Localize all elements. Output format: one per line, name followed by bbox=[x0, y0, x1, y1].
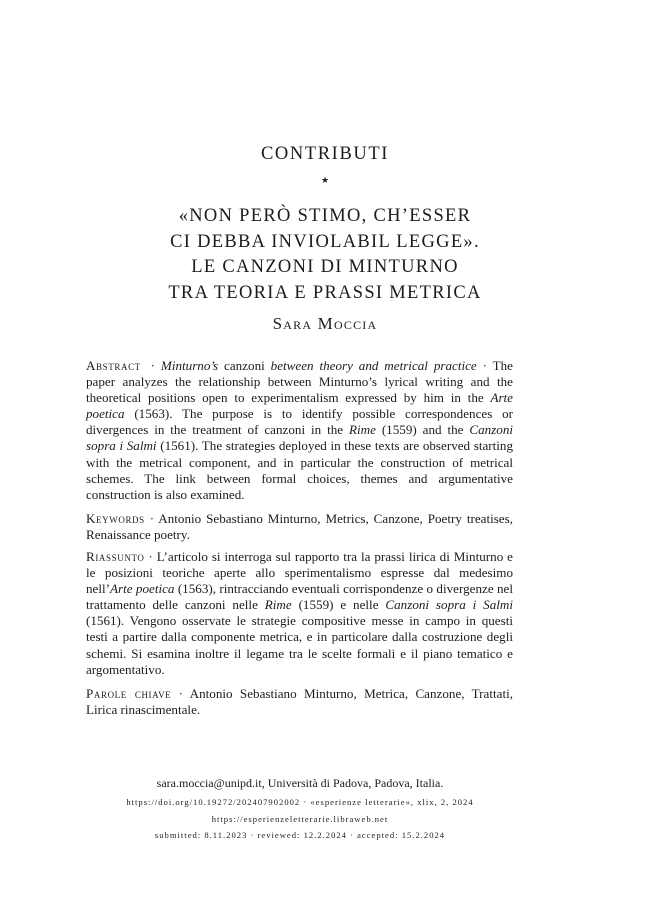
parole-chiave-separator: · bbox=[178, 686, 184, 701]
abstract-text: · The paper analyzes the relationship between Minturno’s lyrical writing and the theoretical positions open to experimentalism expressed by him in the bbox=[86, 358, 513, 406]
abstract-text: (1559) and the bbox=[375, 422, 470, 438]
title-line: «NON PERÒ STIMO, CH’ESSER bbox=[178, 206, 472, 226]
title-line: LE CANZONI DI MINTURNO bbox=[191, 257, 459, 277]
riassunto-paragraph bbox=[86, 549, 513, 678]
abstract-title-italic: between theory and metrical practice bbox=[270, 358, 477, 373]
riassunto-text: (1561). Vengono osservate le strategie compositive messe in campo in questi testi a partire dalla componente metrica, e in particolare dalla costruzione degli schemi. Si esamina inoltre il legame tra le scelte formali e il piano tematico e argomentativo. bbox=[86, 613, 513, 677]
doi-line: https://doi.org/10.19272/202407902002 · «esperienze letterarie», xlix, 2, 2024 bbox=[126, 797, 474, 807]
abstract-text: (1561). The strategies deployed in these texts are observed starting with the metrical component, and in particular the construction of metrical schemes. The link between formal choices, themes and argumentative construction is also examined. bbox=[86, 438, 514, 502]
abstract-title-roman: canzoni bbox=[218, 358, 271, 373]
section-heading: CONTRIBUTI bbox=[260, 144, 390, 164]
riassunto-work-title: Canzoni sopra i Salmi bbox=[385, 597, 513, 613]
abstract-work-title: Rime bbox=[349, 422, 376, 438]
abstract-paragraph bbox=[86, 358, 513, 503]
parole-chiave-text: Antonio Sebastiano Minturno, Metrica, Canzone, Trattati, Lirica rinascimentale. bbox=[86, 686, 513, 718]
abstract-title-italic: Minturno’s bbox=[160, 358, 219, 373]
riassunto-work-title: Rime bbox=[264, 597, 292, 613]
author-name: Sara Moccia bbox=[272, 314, 378, 333]
journal-website: https://esperienzeletterarie.libraweb.net bbox=[211, 814, 389, 824]
keywords-label: Keywords bbox=[86, 511, 145, 526]
keywords-separator: · bbox=[149, 511, 155, 526]
riassunto-text: (1563), rintracciando eventuali corrispondenze o divergenze nel trattamento delle canzoni nelle bbox=[86, 581, 513, 613]
riassunto-label: Riassunto bbox=[86, 549, 145, 564]
abstract-work-title: Arte poetica bbox=[86, 390, 513, 422]
author-contact: sara.moccia@unipd.it, Università di Padova, Padova, Italia. bbox=[156, 776, 444, 790]
parole-chiave-label: Parole chiave bbox=[86, 686, 172, 701]
riassunto-text: L’articolo si interroga sul rapporto tra la prassi lirica di Minturno e le posizioni teoriche aperte allo sperimentalismo espresse dal medesimo nell’ bbox=[86, 549, 513, 597]
abstract-work-title: Canzoni sopra i Salmi bbox=[86, 422, 514, 454]
riassunto-work-title: Arte poetica bbox=[110, 581, 175, 597]
star-ornament: ★ bbox=[320, 175, 330, 185]
article-title bbox=[0, 204, 650, 306]
title-line: CI DEBBA INVIOLABIL LEGGE». bbox=[170, 231, 480, 252]
riassunto-separator: · bbox=[148, 549, 153, 564]
abstract-text: (1563). The purpose is to identify possible correspondences or divergences in the treatment of canzoni in the bbox=[86, 406, 513, 438]
abstract-label: Abstract bbox=[86, 358, 141, 373]
title-line: TRA TEORIA E PRASSI METRICA bbox=[168, 282, 482, 303]
review-dates: submitted: 8.11.2023 · reviewed: 12.2.2024 · accepted: 15.2.2024 bbox=[154, 830, 446, 840]
parole-chiave-paragraph bbox=[86, 686, 513, 718]
keywords-paragraph bbox=[86, 511, 513, 543]
riassunto-text: (1559) e nelle bbox=[291, 597, 386, 613]
keywords-text: Antonio Sebastiano Minturno, Metrics, Canzone, Poetry treatises, Renaissance poetry. bbox=[86, 511, 513, 543]
abstract-separator: · bbox=[150, 358, 156, 373]
